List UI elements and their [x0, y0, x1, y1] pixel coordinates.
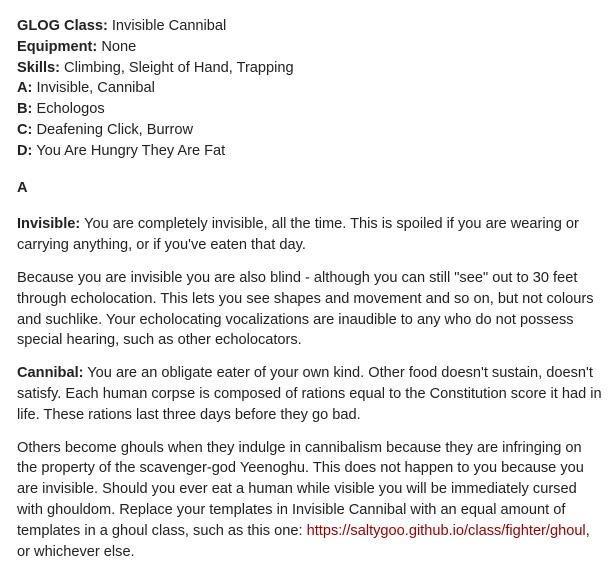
equipment-label: Equipment:	[17, 38, 98, 55]
equipment-value: None	[97, 38, 137, 55]
template-b-value: Echologos	[32, 101, 105, 118]
blind-paragraph: Because you are invisible you are also blind - although you can still "see" out to 30 feet through echolocation. This lets you see shapes and movement and so on, but not colours and suchlike. Your echolocating vocalizations are inaudible to any who do not possess special hearing, such as other echolocators.	[17, 269, 594, 349]
ghoul-paragraph	[17, 438, 602, 563]
template-a-label: A:	[17, 80, 33, 97]
invisible-text: You are completely invisible, all the time. This is spoiled if you are wearing or carrying anything, or if you've eaten that day.	[17, 216, 579, 254]
cannibal-text: You are an obligate eater of your own kind. Other food doesn't sustain, doesn't satisfy. Each human corpse is composed of rations equal to the Constitution score it had in life. These rations last three days before they go bad.	[17, 365, 602, 423]
skills-value: Climbing, Sleight of Hand, Trapping	[60, 59, 294, 76]
invisible-paragraph	[17, 214, 602, 256]
glog-class-value: Invisible Cannibal	[107, 18, 227, 34]
template-a-value: Invisible, Cannibal	[32, 80, 155, 97]
section-a-body	[17, 214, 602, 562]
template-d-line	[17, 141, 602, 162]
template-c-line	[17, 120, 602, 141]
glog-class-line	[17, 16, 602, 37]
template-c-label: C:	[17, 121, 33, 138]
template-c-value: Deafening Click, Burrow	[32, 121, 194, 138]
ghoul-tail: , or whichever else.	[17, 522, 590, 560]
cannibal-label: Cannibal:	[17, 365, 84, 382]
template-b-label: B:	[17, 101, 33, 118]
ghoul-text: Others become ghouls when they indulge in cannibalism because they are infringing on the property of the scavenger-god Yeenoghu. This does not happen to you because you are invisible. Should you ever eat a human while visible you will be immediately cursed with ghouldom. Replace your templates in Invisible Cannibal with an equal amount of templates in a ghoul class, such as this one:	[17, 439, 584, 539]
class-stat-block	[17, 16, 602, 162]
ghoul-class-link[interactable]: https://saltygoo.github.io/class/fighter/ghoul	[306, 522, 586, 539]
template-d-label: D:	[17, 142, 33, 159]
skills-line	[17, 58, 602, 79]
glog-class-label: GLOG Class:	[17, 18, 108, 34]
equipment-line	[17, 37, 602, 58]
skills-label: Skills:	[17, 59, 60, 76]
invisible-label: Invisible:	[17, 216, 81, 233]
cannibal-paragraph	[17, 363, 602, 425]
section-heading-a: A	[17, 179, 28, 196]
template-b-line	[17, 99, 602, 120]
template-d-value: You Are Hungry They Are Fat	[32, 142, 226, 159]
template-a-line	[17, 78, 602, 99]
